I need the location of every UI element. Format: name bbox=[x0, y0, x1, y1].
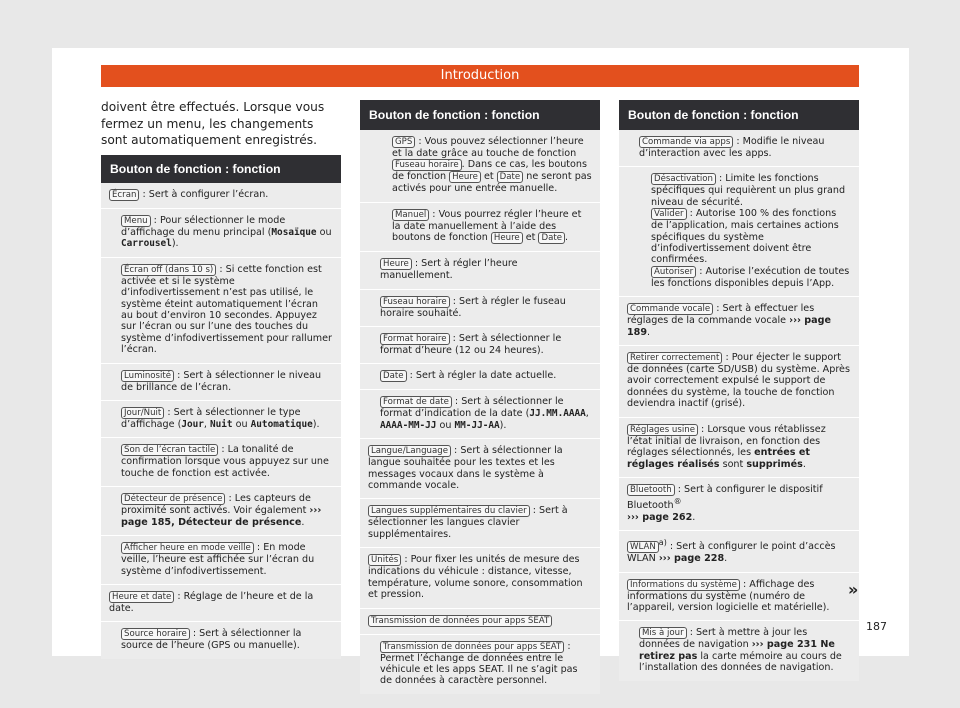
row-text: ou bbox=[436, 419, 455, 431]
cross-reference-link[interactable]: ››› page 185, Détecteur de présence bbox=[121, 505, 322, 528]
option-value: JJ.MM.AAAA bbox=[529, 408, 586, 420]
row-text: : Si cette fonction est activée et si le système d’infodivertissement n’est pas utilisé, le système éteint automatiquement l’écran au bout d’environ 10 secondes. Appuyez sur l’écran ou sur l’une des touches du système d’infodivertissement pour rallumer l’écran. bbox=[121, 263, 332, 356]
row-text: : Sert à sélectionner le type d’affichage ( bbox=[121, 407, 301, 431]
row-text: : Autorise l’exécution de toutes les fonctions disponibles depuis l’App. bbox=[651, 265, 850, 289]
function-button-tag: Heure bbox=[449, 171, 481, 183]
function-button-tag: Autoriser bbox=[651, 266, 696, 278]
row-text: ). bbox=[312, 419, 320, 431]
table-row bbox=[360, 327, 600, 364]
table-row bbox=[360, 364, 600, 390]
table-heading: Bouton de fonction : fonction bbox=[101, 155, 341, 183]
row-text: : Sert à mettre à jour les données de navigation bbox=[639, 627, 808, 651]
row-text: : Sert à sélectionner la langue souhaitée pour les textes et les messages vocaux dans le système à commande vocale. bbox=[368, 445, 563, 492]
function-button-tag: Jour/Nuit bbox=[121, 407, 164, 419]
function-button-tag: Source horaire bbox=[121, 628, 190, 640]
function-button-tag: Format horaire bbox=[380, 333, 450, 345]
row-text: : Pour sélectionner le mode d’affichage du menu principal ( bbox=[121, 215, 286, 238]
function-button-tag: Date bbox=[380, 370, 407, 382]
function-button-tag: Date bbox=[497, 171, 524, 183]
cross-reference-link[interactable]: ››› page 231 Ne retirez pas bbox=[639, 639, 835, 662]
row-text: ). bbox=[171, 238, 179, 250]
option-value: Carrousel bbox=[121, 238, 172, 250]
row-text: : Sert à régler l’heure manuellement. bbox=[380, 258, 518, 282]
function-button-tag: Son de l’écran tactile bbox=[121, 444, 218, 456]
row-text: ou bbox=[316, 227, 332, 238]
row-text: : Sert à sélectionner les langues clavier supplémentaires. bbox=[368, 505, 568, 540]
row-text: : Sert à configurer le dispositif Bluetooth bbox=[627, 483, 823, 512]
option-value: Jour bbox=[181, 419, 204, 431]
row-text: : Sert à configurer le point d’accès WLAN bbox=[627, 541, 836, 565]
table-row bbox=[360, 635, 600, 694]
function-button-tag: Retirer correctement bbox=[627, 352, 722, 364]
row-text: : Lorsque vous rétablissez l’état initial de livraison, en fonction des réglages sélectionnés, les bbox=[627, 423, 826, 459]
table-row bbox=[360, 252, 600, 289]
table-row bbox=[619, 478, 859, 531]
function-button-tag: Format de date bbox=[380, 396, 452, 408]
cross-reference-link[interactable]: ››› page 189 bbox=[627, 315, 832, 338]
registered-mark: ® bbox=[673, 496, 682, 506]
function-button-tag: Désactivation bbox=[651, 173, 716, 185]
option-value: AAAA-MM-JJ bbox=[380, 419, 437, 431]
row-text: : Affichage des informations du système (numéro de l’appareil, version logicielle et matérielle). bbox=[627, 578, 830, 613]
table-row bbox=[101, 364, 341, 401]
row-text: : Autorise 100 % des fonctions de l’application, mais certaines actions spécifiques du système d’infodivertissement doivent être confirmées. bbox=[651, 208, 839, 266]
function-button-tag: Heure bbox=[380, 258, 412, 270]
row-text: : Sert à configurer l’écran. bbox=[139, 189, 269, 200]
option-value: Automatique bbox=[250, 419, 313, 431]
page-number: 187 bbox=[866, 620, 887, 633]
table-row bbox=[360, 609, 600, 635]
row-text: : Pour éjecter le support de données (carte SD/USB) du système. Après avoir correctement expulsé le support de données du système, la touche de fonction deviendra inactif (grisé). bbox=[627, 352, 850, 410]
table-row bbox=[360, 439, 600, 499]
row-text: , bbox=[203, 419, 210, 431]
function-button-tag: Heure et date bbox=[109, 591, 174, 603]
function-button-tag: Date bbox=[538, 232, 565, 244]
function-button-tag: Transmission de données pour apps SEAT bbox=[368, 615, 552, 627]
table-heading: Bouton de fonction : fonction bbox=[360, 100, 600, 130]
option-value: Mosaïque bbox=[271, 227, 317, 238]
row-text: . bbox=[647, 326, 651, 338]
table-row bbox=[360, 499, 600, 548]
row-text: : Vous pouvez sélectionner l’heure et la date grâce au touche de fonction bbox=[392, 136, 584, 159]
section-header-bar bbox=[101, 65, 859, 87]
table-row bbox=[619, 167, 859, 297]
function-button-tag: Mis à jour bbox=[639, 627, 687, 639]
row-text: : Sert à effectuer les réglages de la commande vocale bbox=[627, 303, 815, 327]
table-row bbox=[101, 183, 341, 209]
table-row bbox=[101, 258, 341, 364]
option-value: Nuit bbox=[210, 419, 233, 431]
section-title: Introduction bbox=[440, 68, 520, 83]
function-button-tag: Écran bbox=[109, 189, 139, 201]
row-text: : Sert à sélectionner le format d’heure (12 ou 24 heures). bbox=[380, 333, 562, 357]
table-row bbox=[360, 390, 600, 439]
row-text: : Les capteurs de proximité sont activés. Voir également bbox=[121, 493, 311, 517]
row-text: la carte mémoire au cours de l’installation des données de navigation. bbox=[639, 650, 842, 674]
table-row bbox=[101, 438, 341, 487]
row-text: : Pour fixer les unités de mesure des indications du véhicule : distance, vitesse, température, volume sonore, consommation et pression. bbox=[368, 554, 583, 601]
function-button-tag: Fuseau horaire bbox=[380, 296, 450, 308]
function-button-tag: Manuel bbox=[392, 209, 429, 221]
emphasis-text: entrées et réglages réalisés bbox=[627, 447, 810, 470]
cross-reference-link[interactable]: ››› page 262 bbox=[627, 511, 693, 523]
table-row bbox=[101, 536, 341, 585]
function-button-tag: Commande vocale bbox=[627, 303, 713, 315]
table-row bbox=[101, 401, 341, 438]
row-text: et bbox=[522, 232, 539, 244]
function-button-tag: Heure bbox=[491, 232, 523, 244]
function-button-tag: Transmission de données pour apps SEAT bbox=[380, 641, 564, 653]
function-button-tag: Fuseau horaire bbox=[392, 159, 462, 171]
row-text: : Sert à régler la date actuelle. bbox=[406, 370, 557, 382]
function-button-tag: Bluetooth bbox=[627, 484, 675, 496]
row-text: . bbox=[724, 553, 728, 565]
function-button-tag: Unités bbox=[368, 554, 401, 566]
table-row bbox=[619, 621, 859, 680]
function-table-3 bbox=[619, 100, 859, 681]
row-text: : Réglage de l’heure et de la date. bbox=[109, 590, 314, 614]
table-row bbox=[360, 130, 600, 203]
row-text: : Sert à régler le fuseau horaire souhaité. bbox=[380, 295, 566, 319]
function-button-tag: Commande via apps bbox=[639, 136, 733, 148]
table-heading: Bouton de fonction : fonction bbox=[619, 100, 859, 130]
row-text: . Dans ce cas, les boutons de fonction bbox=[392, 159, 587, 183]
function-button-tag: Menu bbox=[121, 215, 151, 227]
row-text: : La tonalité de confirmation lorsque vous appuyez sur une touche de fonction est activée. bbox=[121, 444, 329, 479]
row-text: et bbox=[480, 171, 497, 183]
table-row bbox=[619, 346, 859, 418]
table-row bbox=[619, 531, 859, 573]
function-button-tag: Luminosité bbox=[121, 370, 174, 382]
function-table-2 bbox=[360, 100, 600, 694]
row-text: ne seront pas activés pour une entrée manuelle. bbox=[392, 171, 592, 195]
table-row bbox=[101, 209, 341, 258]
function-button-tag: GPS bbox=[392, 136, 415, 148]
function-button-tag: WLAN bbox=[627, 541, 659, 553]
row-text: : Vous pourrez régler l’heure et la date manuellement à l’aide des boutons de fonction bbox=[392, 208, 582, 244]
continue-mark: » bbox=[848, 580, 859, 599]
intro-paragraph: doivent être effectués. Lorsque vous fermez un menu, les changements sont automatiquement enregistrés. bbox=[101, 100, 325, 147]
row-text: . bbox=[301, 516, 305, 528]
row-text: : Limite les fonctions spécifiques qui requièrent un plus grand niveau de sécurité. bbox=[651, 173, 846, 208]
table-row bbox=[619, 130, 859, 167]
row-text: : Sert à sélectionner le niveau de brillance de l’écran. bbox=[121, 369, 322, 393]
function-button-tag: Valider bbox=[651, 208, 687, 220]
row-text: . bbox=[692, 511, 696, 523]
table-row bbox=[619, 573, 859, 622]
cross-reference-link[interactable]: ››› page 228 bbox=[658, 553, 725, 565]
table-row bbox=[101, 585, 341, 622]
row-text: : Sert à sélectionner la source de l’heure (GPS ou manuelle). bbox=[121, 628, 302, 652]
row-text: , bbox=[585, 408, 589, 420]
footnote-marker: a) bbox=[658, 537, 667, 547]
row-text: ou bbox=[232, 419, 251, 431]
row-text: : Sert à sélectionner le format d’indication de la date ( bbox=[380, 396, 564, 420]
function-button-tag: Afficher heure en mode veille bbox=[121, 542, 254, 554]
row-text: : Modifie le niveau d’interaction avec les apps. bbox=[639, 136, 825, 159]
table-row bbox=[619, 418, 859, 478]
table-row bbox=[101, 622, 341, 658]
row-text: . bbox=[802, 458, 806, 470]
table-row bbox=[360, 290, 600, 327]
row-text: : Permet l’échange de données entre le véhicule et les apps SEAT. Il ne s’agit pas de données à caractère personnel. bbox=[380, 640, 578, 687]
function-table-1 bbox=[101, 155, 341, 659]
function-button-tag: Écran off (dans 10 s) bbox=[121, 264, 216, 276]
function-button-tag: Réglages usine bbox=[627, 424, 698, 436]
table-row bbox=[360, 203, 600, 252]
row-text: : En mode veille, l’heure est affichée sur l’écran du système d’infodivertissement. bbox=[121, 542, 315, 577]
function-button-tag: Informations du système bbox=[627, 579, 740, 591]
table-row bbox=[619, 297, 859, 346]
row-text: . bbox=[565, 232, 569, 244]
table-row bbox=[360, 548, 600, 608]
function-button-tag: Langues supplémentaires du clavier bbox=[368, 505, 530, 517]
function-button-tag: Langue/Language bbox=[368, 445, 451, 457]
option-value: MM-JJ-AA bbox=[454, 419, 500, 431]
table-row bbox=[101, 487, 341, 536]
row-text: sont bbox=[719, 458, 747, 470]
emphasis-text: supprimés bbox=[746, 458, 803, 470]
function-button-tag: Détecteur de présence bbox=[121, 493, 225, 505]
row-text: ). bbox=[499, 419, 507, 431]
